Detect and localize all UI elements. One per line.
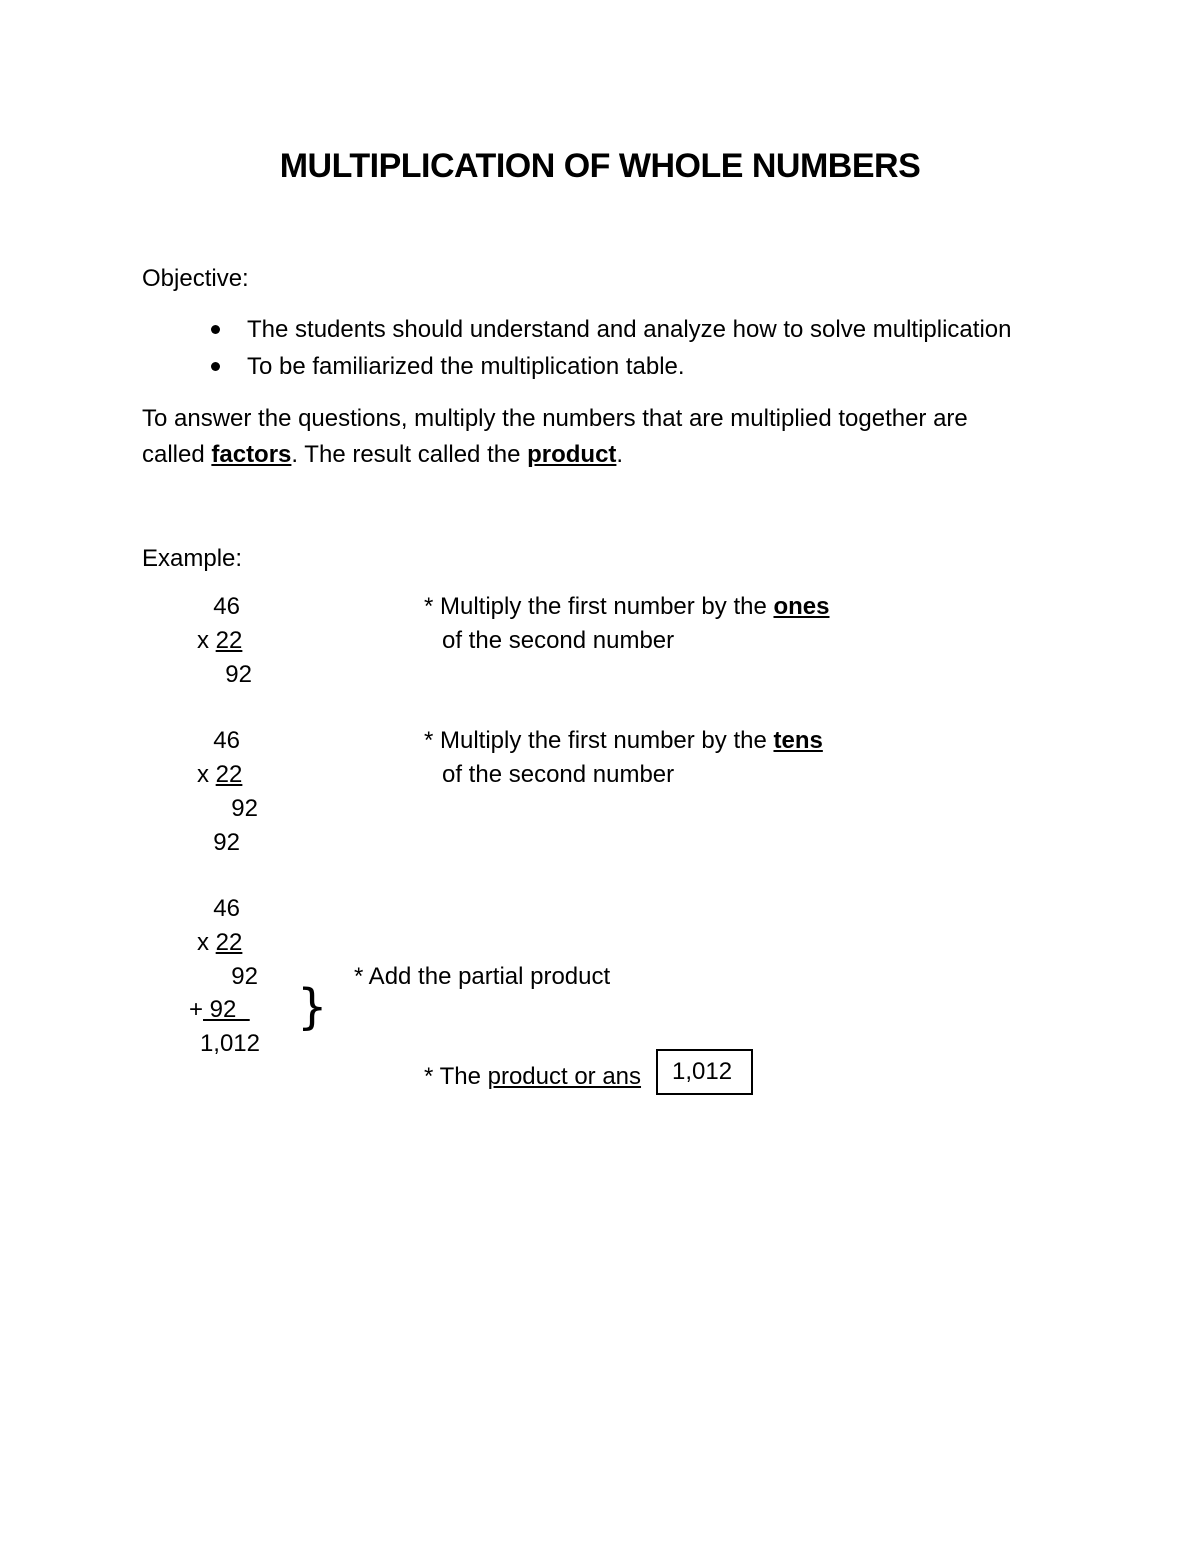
step2-note-text: * Multiply the first number by the: [424, 727, 774, 754]
step1-note: [424, 592, 830, 622]
step2-note-key: tens: [773, 727, 823, 754]
times-sign: x: [197, 627, 216, 654]
step2-partial2: 92: [213, 829, 240, 856]
intro-line-2: [142, 440, 623, 470]
bullet-icon: [211, 325, 220, 334]
step3-factor2-row: [197, 928, 242, 958]
step2-partial1: 92: [231, 795, 258, 822]
step3-partial2-row: [189, 995, 250, 1025]
step3-factor1: 46: [213, 895, 240, 922]
step1-note-key: ones: [773, 593, 830, 620]
step2-note: [424, 726, 823, 756]
curly-brace-icon: }: [297, 979, 328, 1035]
step3-total: 1,012: [199, 1030, 260, 1057]
step2-factor1: 46: [213, 727, 240, 754]
intro-text: .: [616, 441, 624, 468]
intro-text: . The result called the: [291, 441, 528, 468]
example-label: Example:: [142, 545, 243, 572]
step1-partial: 92: [225, 661, 252, 688]
answer-box: [656, 1049, 753, 1095]
bullet-icon: [211, 362, 220, 371]
step3-factor2: 22: [215, 929, 243, 956]
times-sign: x: [197, 761, 216, 788]
answer-value: 1,012: [672, 1058, 733, 1085]
intro-text: called: [142, 441, 212, 468]
objective-bullet-2: To be familiarized the multiplication table.: [247, 353, 685, 380]
intro-line-1: To answer the questions, multiply the numbers that are multiplied together are: [142, 405, 968, 432]
page-title: MULTIPLICATION OF WHOLE NUMBERS: [279, 147, 921, 185]
objective-label: Objective:: [142, 265, 249, 292]
term-product: product: [527, 441, 617, 468]
step3-partial1: 92: [231, 963, 258, 990]
step2-factor2: 22: [215, 761, 243, 788]
step3-partial2: 92: [203, 996, 250, 1023]
step1-note-line2: of the second number: [442, 627, 675, 654]
step1-factor2: 22: [215, 627, 243, 654]
answer-note-text: * The: [424, 1063, 488, 1090]
term-factors: factors: [211, 441, 292, 468]
answer-note-underlined: product or ans: [487, 1063, 642, 1090]
step3-note-add: * Add the partial product: [354, 963, 611, 990]
step3-answer-note: [424, 1062, 641, 1092]
step1-note-text: * Multiply the first number by the: [424, 593, 774, 620]
step2-factor2-row: [197, 760, 242, 790]
step1-factor1: 46: [213, 593, 240, 620]
plus-sign: +: [189, 996, 204, 1023]
step2-note-line2: of the second number: [442, 761, 675, 788]
times-sign: x: [197, 929, 216, 956]
step1-factor2-row: [197, 626, 242, 656]
objective-bullet-1: The students should understand and analyze how to solve multiplication: [247, 316, 1012, 343]
